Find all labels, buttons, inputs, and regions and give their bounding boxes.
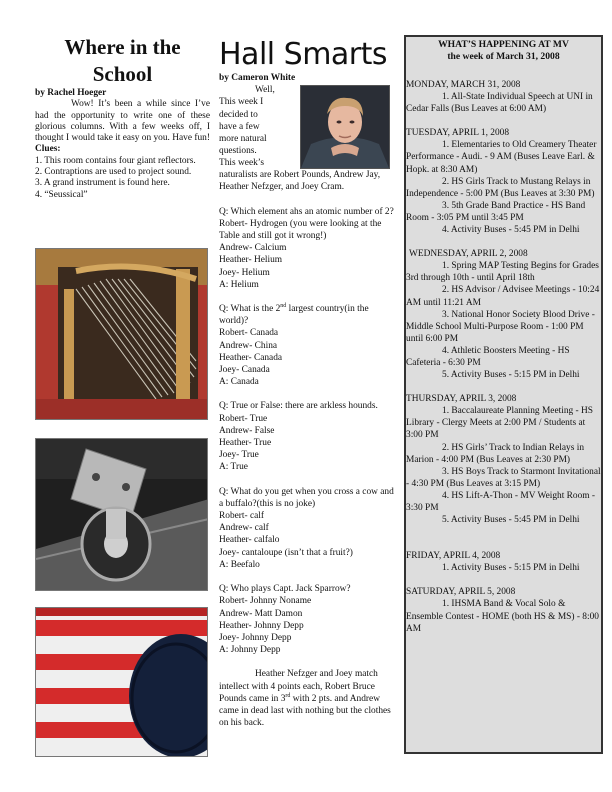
answer: Joey- Canada (219, 365, 270, 376)
hall-intro-rest: naturalists are Robert Pounds, Andrew Jay, Heather Nefzger, and Joey Cram. (219, 170, 381, 193)
where-byline: by Rachel Hoeger (35, 88, 107, 98)
where-in-school-column (35, 34, 210, 201)
answer: Robert- Canada (219, 328, 279, 339)
answer: Joey- cantaloupe (isn’t that a fruit?) (219, 547, 353, 558)
event-item: 3. National Honor Society Blood Drive - Middle School Multi-Purpose Room - 1:00 PM until 6:00 PM (406, 309, 595, 344)
intro-line: have a few (219, 121, 260, 132)
piano-photo (35, 248, 208, 420)
event-item: 3. 5th Grade Band Practice - HS Band Room - 3:05 PM until 3:45 PM (406, 200, 586, 223)
event-item: 1. Baccalaureate Planning Meeting - HS Library - Clergy Meets at 2:00 PM / Students at 3:00 PM (406, 406, 593, 441)
clue-item: 2. Contraptions are used to project sound. (35, 167, 192, 178)
intro-line: This week I (219, 97, 264, 108)
where-title: Where in the School (64, 35, 181, 86)
clue-item: 4. “Seussical” (35, 189, 88, 200)
day-heading: FRIDAY, APRIL 4, 2008 (406, 551, 501, 562)
answer: Andrew- False (219, 425, 275, 436)
event-item: 4. Athletic Boosters Meeting - HS Cafeteria - 6:30 PM (406, 345, 570, 368)
intro-line: questions. (219, 146, 257, 157)
answer: A: Helium (219, 279, 259, 290)
answer: A: Beefalo (219, 559, 260, 570)
day-heading: SATURDAY, APRIL 5, 2008 (406, 587, 516, 598)
answer: A: Johnny Depp (219, 645, 281, 656)
day-heading: THURSDAY, APRIL 3, 2008 (406, 394, 517, 405)
hall-smarts-column (219, 38, 394, 729)
day-heading: MONDAY, MARCH 31, 2008 (406, 80, 521, 90)
answer: Robert- Johnny Noname (219, 596, 312, 607)
event-item: 4. Activity Buses - 5:45 PM in Delhi (442, 225, 580, 236)
caster-wheel-photo (35, 438, 208, 591)
answer: Robert- True (219, 413, 268, 424)
flag-photo (35, 607, 208, 757)
event-item: 5. Activity Buses - 5:45 PM in Delhi (442, 515, 580, 526)
clue-item: 3. A grand instrument is found here. (35, 178, 170, 189)
answer: Joey- Helium (219, 267, 270, 278)
hall-closing: Heather Nefzger and Joey match intellect with 4 points each, Robert Bruce Pounds came in 3rd with 2 pts. and Andrew came in dead last with nothing but the clothes on his back. (219, 669, 391, 729)
event-item: 3. HS Boys Track to Starmont Invitational - 4:30 PM (Bus Leaves at 3:15 PM) (406, 466, 601, 489)
event-item: 1. Spring MAP Testing Begins for Grades 3rd through 10th - until April 18th (406, 261, 599, 284)
intro-line: decided to (219, 109, 258, 120)
answer: Robert- calf (219, 511, 265, 522)
hall-intro-block (219, 84, 394, 169)
day-heading: WEDNESDAY, APRIL 2, 2008 (409, 249, 528, 260)
answer: A: Canada (219, 377, 259, 388)
question: Q: What do you get when you cross a cow and a buffalo?(this is no joke) (219, 486, 394, 509)
whats-happening-sidebar (404, 35, 603, 754)
intro-line: This week’s (219, 158, 265, 169)
answer: Heather- Johnny Depp (219, 620, 304, 631)
intro-line: Well, (255, 85, 275, 96)
question: Q: What is the 2nd largest country(in the world)? (219, 302, 369, 327)
answer: Heather- calfalo (219, 535, 280, 546)
intro-line: more natural (219, 134, 267, 145)
hall-smarts-title: Hall Smarts (219, 37, 388, 72)
event-item: 1. Elementaries to Old Creamery Theater Performance - Audi. - 9 AM (Buses Leave Earl. & Hopk. at 8:30 AM) (406, 140, 597, 175)
event-item: 4. HS Lift-A-Thon - MV Weight Room - 3:30 PM (406, 490, 596, 513)
caster-wheel-image (36, 439, 208, 591)
answer: Joey- Johnny Depp (219, 632, 292, 643)
answer: Robert- Hydrogen (you were looking at the Table and still got it wrong!) (219, 218, 382, 242)
piano-strings-image (36, 249, 208, 420)
clue-item: 1. This room contains four giant reflectors. (35, 155, 196, 166)
answer: Heather- Helium (219, 255, 283, 266)
where-intro: Wow! It’s been a while since I’ve had the opportunity to write one of these glorious columns. With a few weeks off, I thought I would take it easy on you. Have fun! (35, 99, 210, 144)
answer: Andrew- Matt Damon (219, 608, 303, 619)
day-heading: TUESDAY, APRIL 1, 2008 (406, 128, 510, 139)
event-item: 2. HS Advisor / Advisee Meetings - 10:24 AM until 11:21 AM (406, 285, 600, 308)
answer: Joey- True (219, 450, 259, 461)
answer: Andrew- China (219, 340, 278, 351)
answer: Heather- True (219, 438, 272, 449)
event-item: 1. IHSMA Band & Vocal Solo & Ensemble Contest - HOME (both HS & MS) - 8:00 AM (406, 599, 599, 634)
answer: Andrew- Calcium (219, 243, 287, 254)
happening-body (406, 79, 601, 635)
happening-header: WHAT’S HAPPENING AT MV the week of March 31, 2008 (438, 39, 569, 62)
answer: A: True (219, 462, 248, 473)
portrait-image (301, 86, 389, 168)
answer: Andrew- calf (219, 523, 269, 534)
hall-byline: by Cameron White (219, 73, 296, 83)
event-item: 2. HS Girls Track to Mustang Relays in Independence - 5:00 PM (Bus Leaves at 3:30 PM) (406, 176, 595, 199)
event-item: 2. HS Girls’ Track to Indian Relays in Marion - 4:00 PM (Bus Leaves at 2:30 PM) (406, 442, 585, 465)
event-item: 5. Activity Buses - 5:15 PM in Delhi (442, 370, 580, 381)
flag-stripes-image (36, 608, 208, 757)
question: Q: True or False: there are arkless hounds. (219, 401, 378, 412)
question: Q: Which element ahs an atomic number of 2? (219, 206, 394, 217)
clues-heading: Clues: (35, 144, 61, 155)
answer: Heather- Canada (219, 352, 283, 363)
cameron-white-photo (300, 85, 390, 169)
question: Q: Who plays Capt. Jack Sparrow? (219, 584, 351, 595)
event-item: 1. Activity Buses - 5:15 PM in Delhi (442, 563, 580, 574)
event-item: 1. All-State Individual Speech at UNI in Cedar Falls (Bus Leaves at 6:00 AM) (406, 92, 593, 115)
